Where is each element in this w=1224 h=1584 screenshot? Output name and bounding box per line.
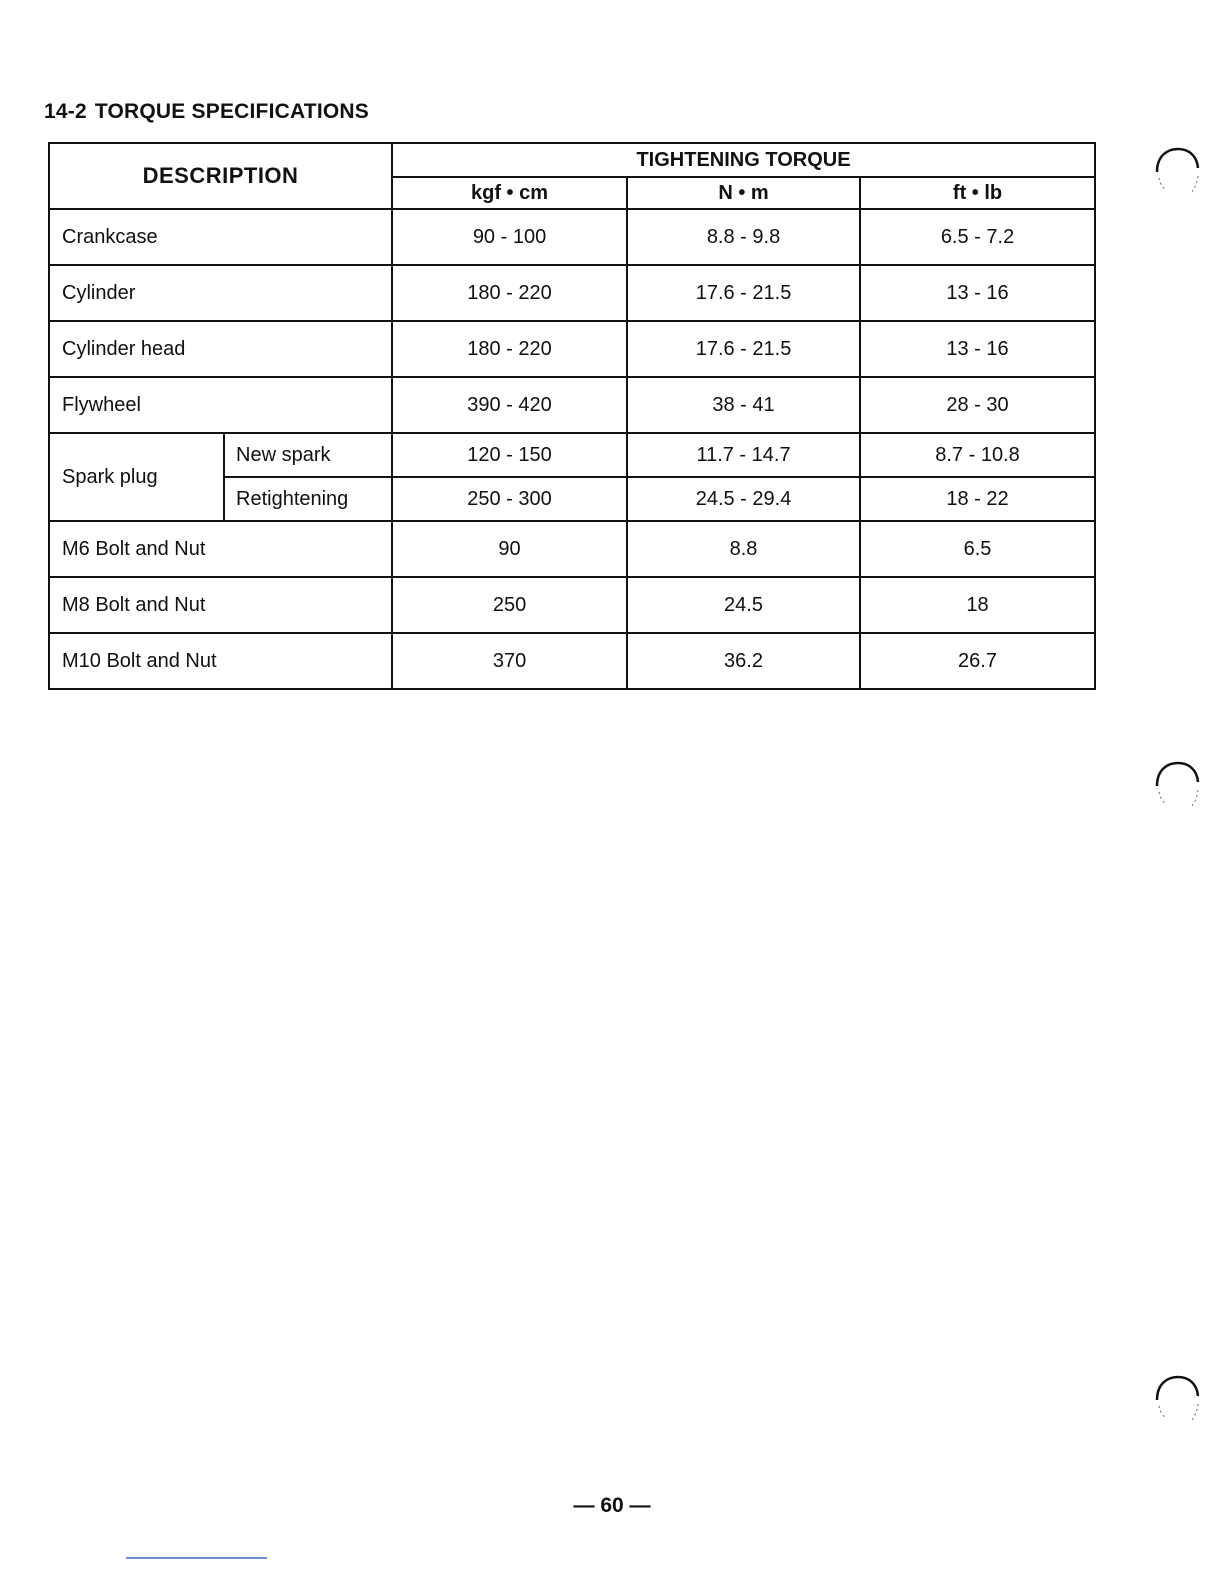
value-ft-lb: 13 - 16 <box>860 321 1095 377</box>
value-kgf-cm: 180 - 220 <box>392 265 627 321</box>
value-kgf-cm: 390 - 420 <box>392 377 627 433</box>
sub-row-label: New spark <box>224 433 392 477</box>
value-n-m: 24.5 <box>627 577 860 633</box>
value-ft-lb: 28 - 30 <box>860 377 1095 433</box>
table-row <box>49 265 1095 321</box>
header-description: DESCRIPTION <box>49 143 392 209</box>
value-ft-lb: 26.7 <box>860 633 1095 689</box>
section-number: 14-2 <box>44 100 87 123</box>
header-unit-n-m: N • m <box>627 177 860 209</box>
section-title-text: TORQUE SPECIFICATIONS <box>94 100 369 123</box>
value-n-m: 38 - 41 <box>627 377 860 433</box>
value-kgf-cm: 250 <box>392 577 627 633</box>
value-kgf-cm: 120 - 150 <box>392 433 627 477</box>
value-ft-lb: 18 - 22 <box>860 477 1095 521</box>
value-kgf-cm: 370 <box>392 633 627 689</box>
row-label: M10 Bolt and Nut <box>49 633 392 689</box>
header-tightening-torque: TIGHTENING TORQUE <box>392 143 1095 177</box>
punch-hole-icon <box>1152 146 1202 200</box>
value-n-m: 24.5 - 29.4 <box>627 477 860 521</box>
table-header-row <box>49 143 1095 177</box>
row-label: Crankcase <box>49 209 392 265</box>
value-ft-lb: 18 <box>860 577 1095 633</box>
table-row <box>49 521 1095 577</box>
row-label: M8 Bolt and Nut <box>49 577 392 633</box>
value-n-m: 11.7 - 14.7 <box>627 433 860 477</box>
punch-hole-icon <box>1152 760 1202 814</box>
sub-row-label: Retightening <box>224 477 392 521</box>
punch-hole-icon <box>1152 1374 1202 1428</box>
row-label: M6 Bolt and Nut <box>49 521 392 577</box>
page-number: — 60 — <box>573 1494 651 1517</box>
row-label: Flywheel <box>49 377 392 433</box>
table-row <box>49 321 1095 377</box>
value-kgf-cm: 250 - 300 <box>392 477 627 521</box>
row-label: Cylinder <box>49 265 392 321</box>
value-n-m: 8.8 <box>627 521 860 577</box>
table-row <box>49 433 1095 477</box>
value-n-m: 17.6 - 21.5 <box>627 265 860 321</box>
section-title <box>44 100 369 124</box>
table-row <box>49 377 1095 433</box>
value-ft-lb: 13 - 16 <box>860 265 1095 321</box>
scan-mark-line <box>126 1557 267 1559</box>
value-n-m: 17.6 - 21.5 <box>627 321 860 377</box>
value-n-m: 36.2 <box>627 633 860 689</box>
table-row <box>49 577 1095 633</box>
value-kgf-cm: 90 <box>392 521 627 577</box>
table-row <box>49 633 1095 689</box>
value-kgf-cm: 90 - 100 <box>392 209 627 265</box>
torque-spec-table <box>48 142 1096 690</box>
value-kgf-cm: 180 - 220 <box>392 321 627 377</box>
value-ft-lb: 8.7 - 10.8 <box>860 433 1095 477</box>
table-row <box>49 209 1095 265</box>
row-label: Cylinder head <box>49 321 392 377</box>
header-unit-kgf-cm: kgf • cm <box>392 177 627 209</box>
value-ft-lb: 6.5 - 7.2 <box>860 209 1095 265</box>
row-label-spark-plug: Spark plug <box>49 433 224 521</box>
value-n-m: 8.8 - 9.8 <box>627 209 860 265</box>
header-unit-ft-lb: ft • lb <box>860 177 1095 209</box>
value-ft-lb: 6.5 <box>860 521 1095 577</box>
